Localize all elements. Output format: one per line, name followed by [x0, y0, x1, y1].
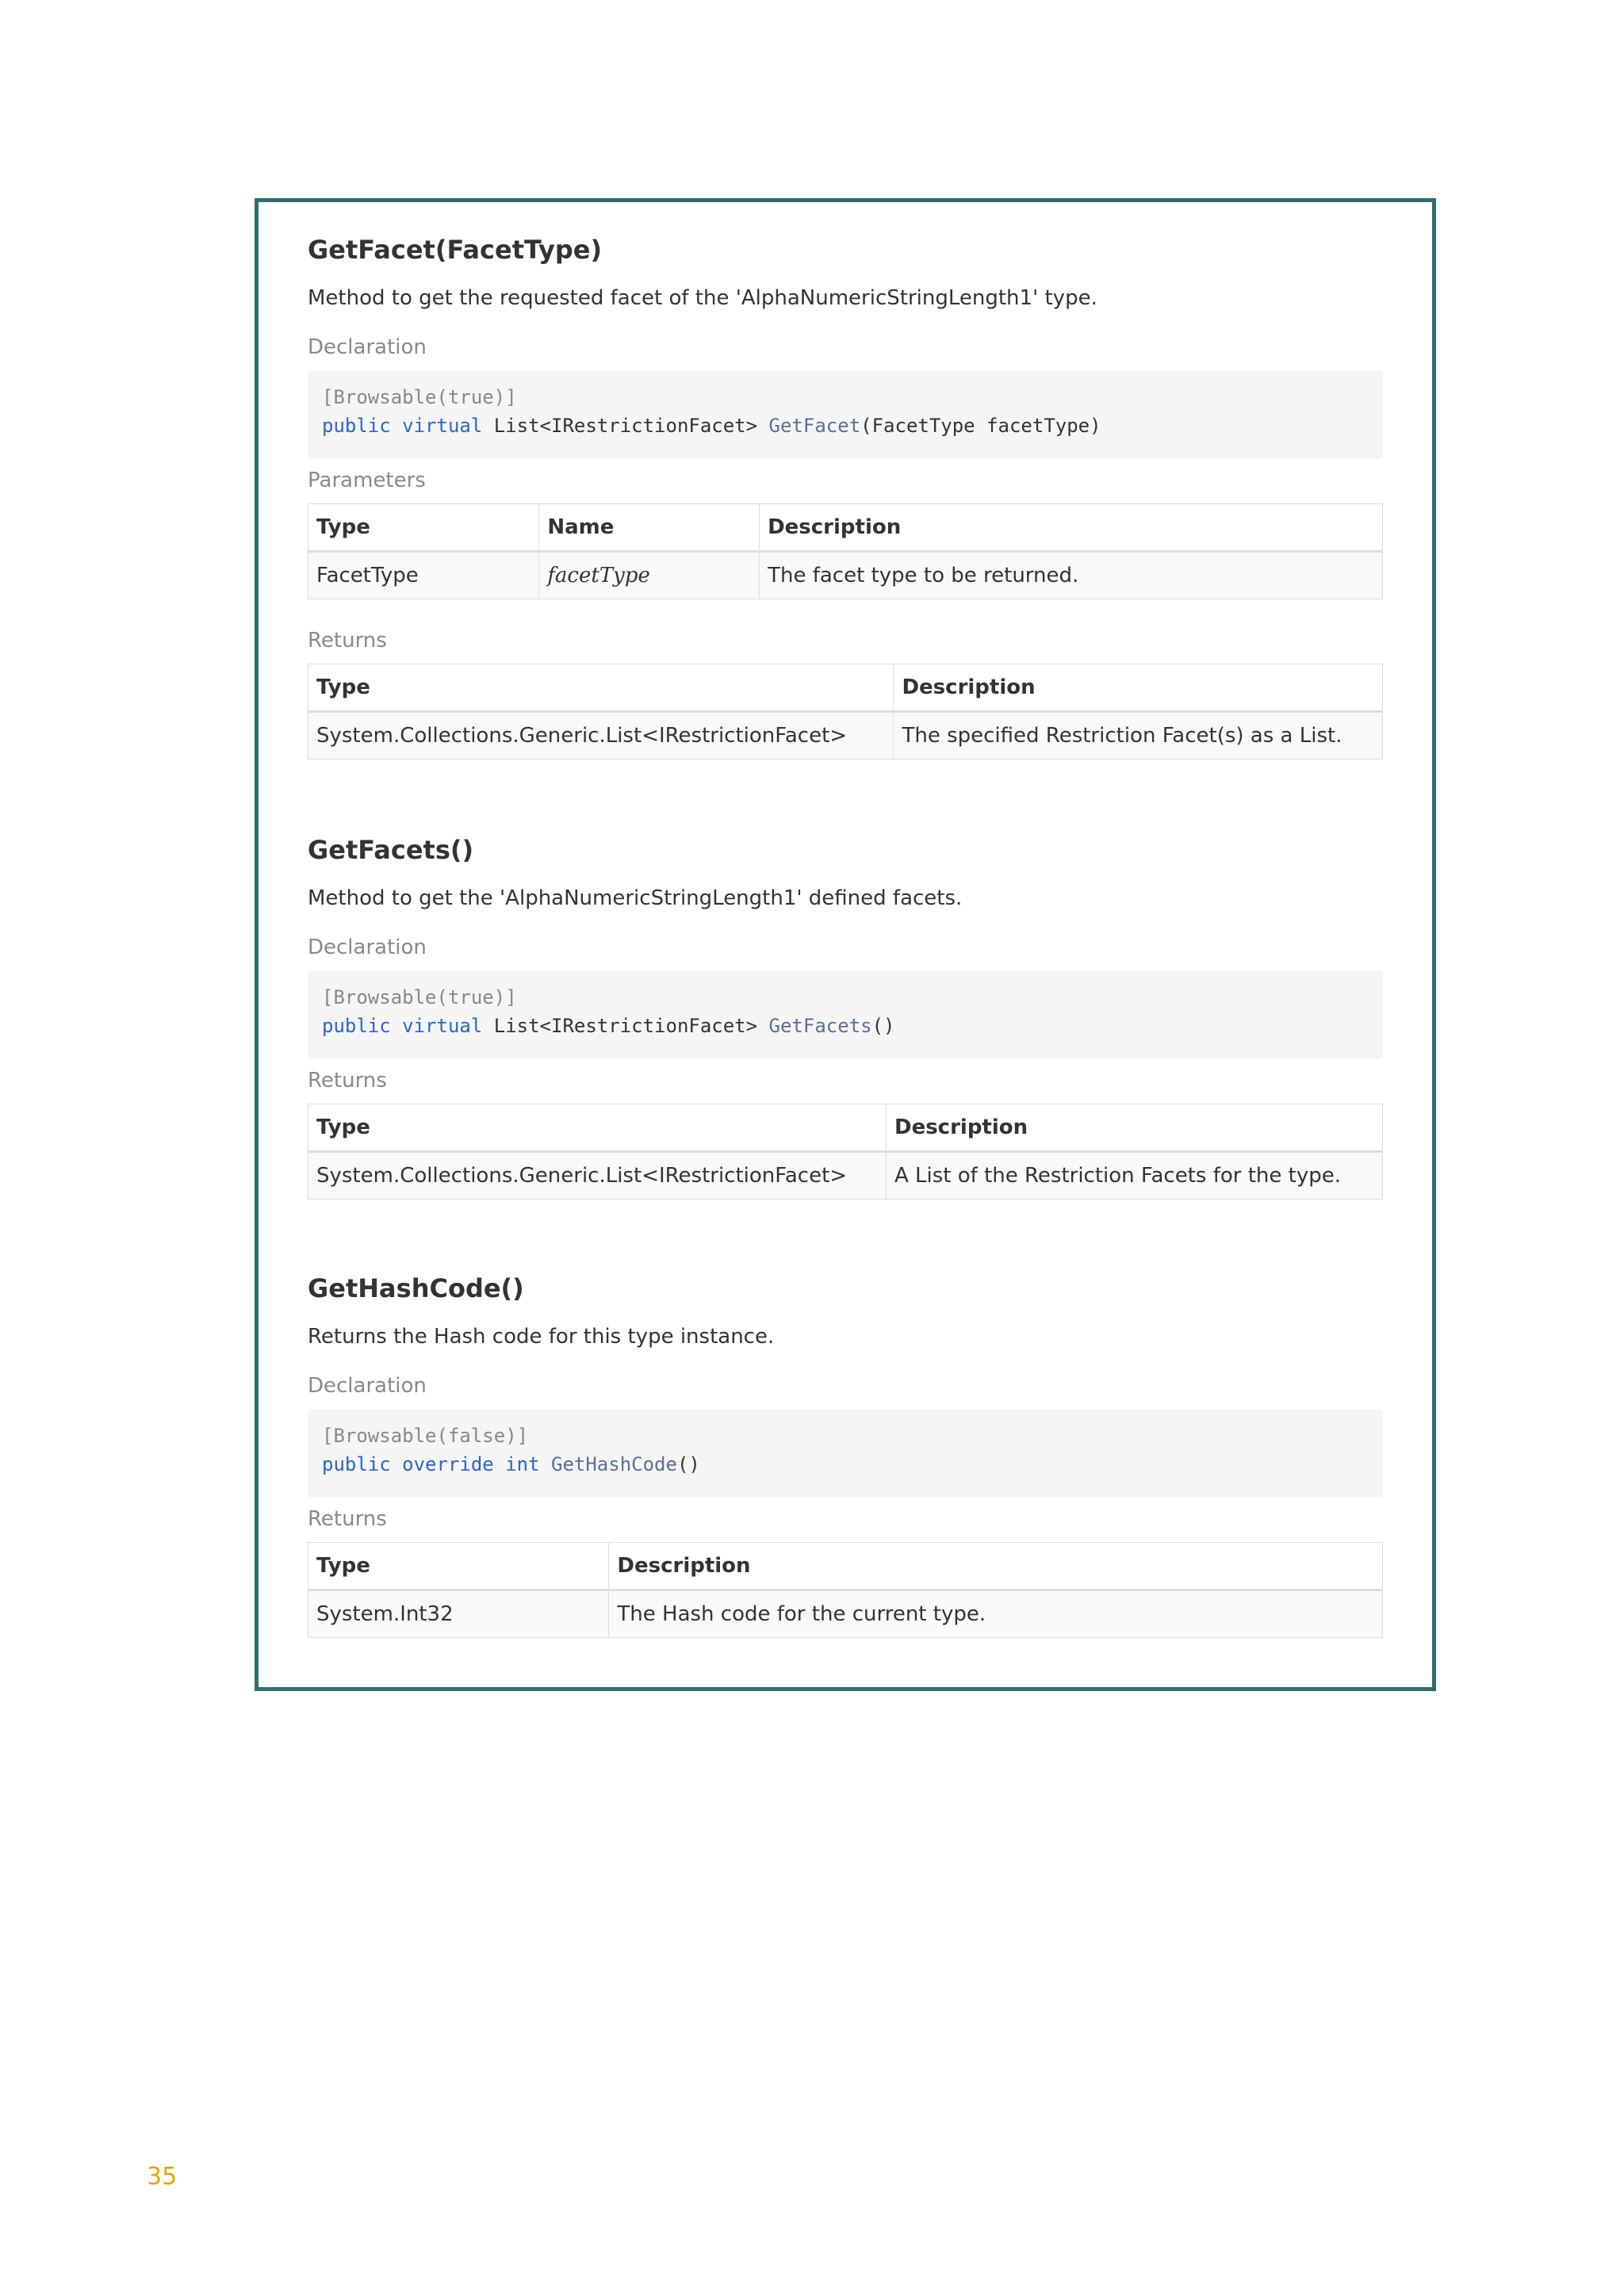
returns-table [308, 664, 1383, 760]
table-cell: The specified Restriction Facet(s) as a List. [894, 712, 1383, 760]
table-cell: System.Collections.Generic.List<IRestrictionFacet> [308, 1152, 887, 1200]
table-row [308, 712, 1383, 760]
method-summary: Method to get the 'AlphaNumericStringLength1' defined facets. [308, 886, 963, 910]
page-number: 35 [147, 2163, 178, 2191]
table-header: Type [308, 1104, 887, 1152]
code-type: List<IRestrictionFacet> [493, 415, 758, 437]
method-summary: Method to get the requested facet of the 'AlphaNumericStringLength1' type. [308, 286, 1097, 310]
code-keyword: public virtual [322, 415, 483, 437]
code-attribute: [Browsable(true)] [322, 986, 517, 1008]
table-header: Description [760, 504, 1383, 552]
table-header-row [308, 504, 1383, 552]
table-cell: System.Int32 [308, 1590, 609, 1638]
table-cell: facetType [539, 552, 760, 599]
code-args: () [871, 1015, 895, 1037]
table-header-row [308, 664, 1383, 712]
declaration-label: Declaration [308, 335, 427, 359]
table-header-row [308, 1104, 1383, 1152]
table-header: Description [894, 664, 1383, 712]
code-attribute: [Browsable(true)] [322, 386, 517, 408]
table-header: Type [308, 504, 539, 552]
returns-table [308, 1104, 1383, 1200]
returns-label: Returns [308, 1069, 387, 1093]
table-cell: A List of the Restriction Facets for the type. [886, 1152, 1382, 1200]
code-attribute: [Browsable(false)] [322, 1425, 529, 1447]
method-summary: Returns the Hash code for this type instance. [308, 1325, 775, 1349]
table-cell: FacetType [308, 552, 539, 599]
returns-label: Returns [308, 1507, 387, 1531]
code-keyword: public override int [322, 1453, 540, 1475]
code-method: GetHashCode [551, 1453, 677, 1475]
table-header: Type [308, 1543, 609, 1590]
parameters-label: Parameters [308, 469, 426, 492]
declaration-label: Declaration [308, 1374, 427, 1398]
table-cell: The Hash code for the current type. [609, 1590, 1383, 1638]
table-row [308, 1590, 1383, 1638]
table-header-row [308, 1543, 1383, 1590]
content-area [308, 202, 1383, 1687]
method-title: GetFacets() [308, 835, 474, 865]
code-type: List<IRestrictionFacet> [493, 1015, 758, 1037]
code-method: GetFacet [768, 415, 861, 437]
code-block [308, 370, 1383, 459]
code-args: () [676, 1453, 700, 1475]
returns-table [308, 1542, 1383, 1638]
table-cell: The facet type to be returned. [760, 552, 1383, 599]
returns-label: Returns [308, 629, 387, 652]
table-row [308, 1152, 1383, 1200]
declaration-label: Declaration [308, 936, 427, 959]
table-cell: System.Collections.Generic.List<IRestrictionFacet> [308, 712, 894, 760]
code-method: GetFacets [768, 1015, 872, 1037]
table-header: Description [886, 1104, 1382, 1152]
content-frame [255, 198, 1436, 1691]
parameters-table [308, 503, 1383, 599]
code-block [308, 1409, 1383, 1498]
code-args: (FacetType facetType) [860, 415, 1101, 437]
method-title: GetHashCode() [308, 1273, 524, 1303]
table-row [308, 552, 1383, 599]
table-header: Description [609, 1543, 1383, 1590]
table-header: Name [539, 504, 760, 552]
code-keyword: public virtual [322, 1015, 483, 1037]
table-header: Type [308, 664, 894, 712]
method-title: GetFacet(FacetType) [308, 235, 603, 265]
code-block [308, 970, 1383, 1059]
